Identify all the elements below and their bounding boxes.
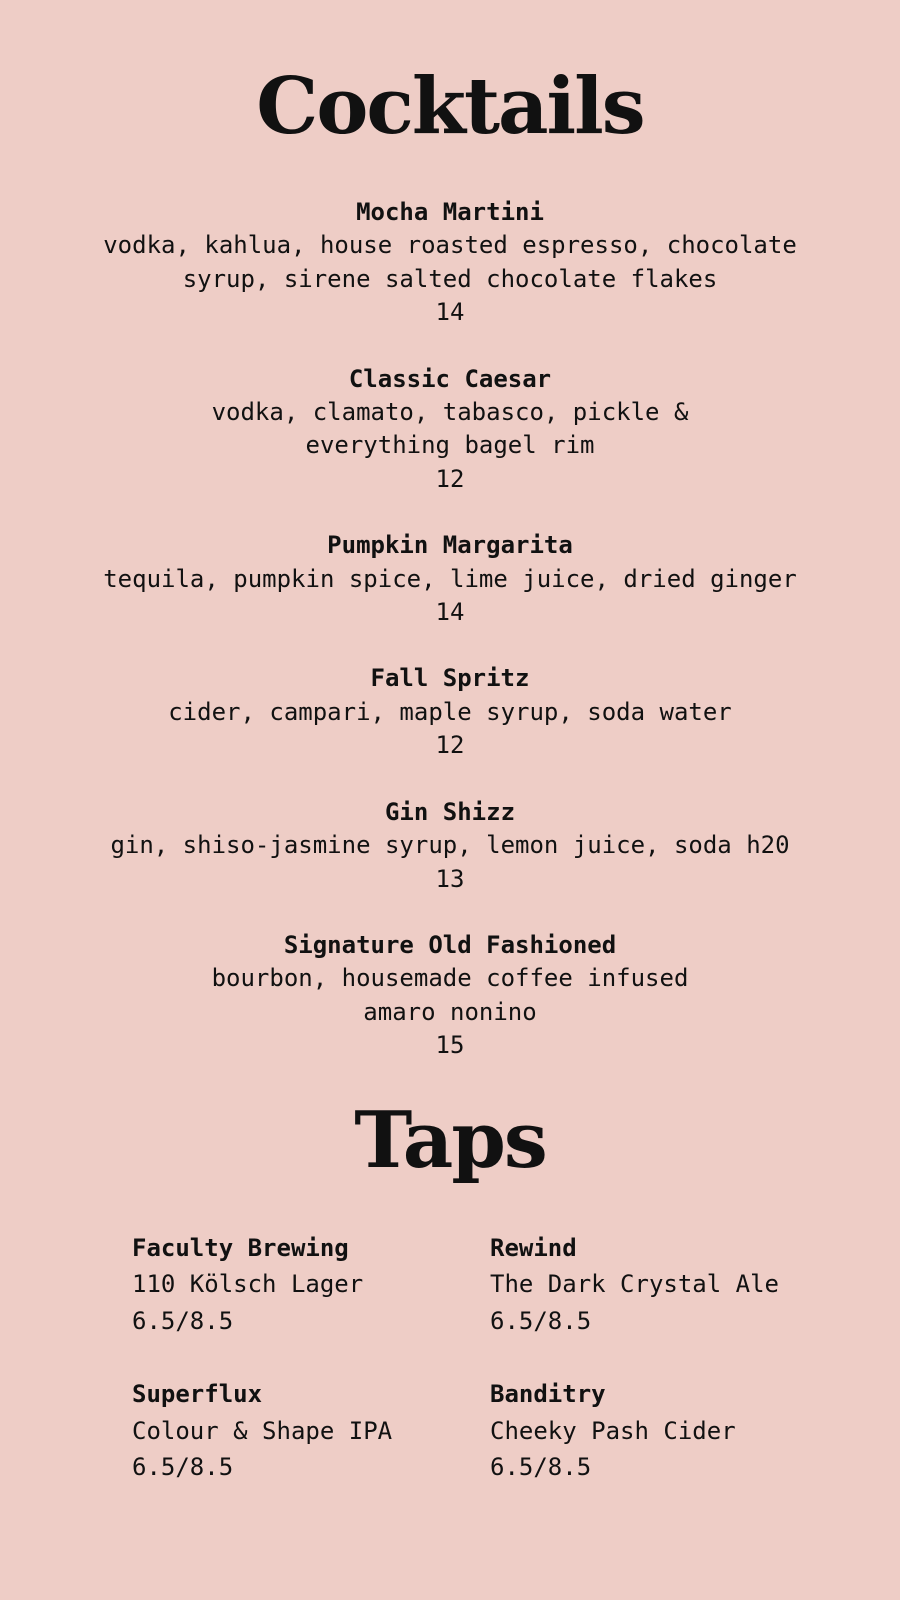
cocktail-item <box>0 929 900 1063</box>
tap-brewery: Faculty Brewing <box>132 1233 349 1262</box>
cocktail-price: 14 <box>435 598 465 627</box>
cocktail-name: Mocha Martini <box>356 198 544 226</box>
cocktail-price: 15 <box>435 1031 465 1060</box>
cocktail-description: tequila, pumpkin spice, lime juice, dried ginger <box>103 564 797 593</box>
cocktail-description: bourbon, housemade coffee infused <box>211 964 689 993</box>
tap-beer: Colour & Shape IPA <box>132 1416 393 1445</box>
cocktail-item <box>0 662 900 762</box>
tap-beer: The Dark Crystal Ale <box>490 1270 779 1299</box>
tap-item <box>132 1376 490 1486</box>
tap-beer: 110 Kölsch Lager <box>132 1270 364 1299</box>
cocktails-heading: Cocktails <box>256 61 644 152</box>
taps-list <box>132 1230 900 1486</box>
tap-item <box>490 1230 848 1340</box>
cocktail-description: vodka, clamato, tabasco, pickle & <box>211 398 689 427</box>
cocktail-name: Pumpkin Margarita <box>327 531 573 560</box>
cocktail-name: Signature Old Fashioned <box>283 930 617 959</box>
cocktail-price: 13 <box>435 864 465 893</box>
tap-brewery: Banditry <box>490 1380 606 1409</box>
cocktail-item <box>0 529 900 629</box>
tap-item <box>132 1230 490 1340</box>
cocktail-price: 12 <box>435 464 465 493</box>
cocktail-list <box>0 196 900 1063</box>
tap-price: 6.5/8.5 <box>490 1453 592 1482</box>
tap-item <box>490 1376 848 1486</box>
cocktail-price: 14 <box>435 298 465 327</box>
cocktail-item <box>0 363 900 497</box>
tap-price: 6.5/8.5 <box>132 1306 234 1335</box>
cocktail-name: Gin Shizz <box>384 797 516 826</box>
tap-price: 6.5/8.5 <box>132 1453 234 1482</box>
tap-beer: Cheeky Pash Cider <box>490 1416 736 1445</box>
tap-brewery: Superflux <box>132 1380 263 1409</box>
cocktail-description: gin, shiso-jasmine syrup, lemon juice, soda h20 <box>110 831 790 860</box>
cocktail-description: amaro nonino <box>363 997 537 1026</box>
cocktail-description: syrup, sirene salted chocolate flakes <box>182 264 718 293</box>
cocktail-name: Classic Caesar <box>348 364 552 393</box>
cocktail-item <box>0 196 900 330</box>
tap-price: 6.5/8.5 <box>490 1306 592 1335</box>
cocktail-description: vodka, kahlua, house roasted espresso, chocolate <box>103 231 797 260</box>
tap-brewery: Rewind <box>490 1233 577 1262</box>
cocktail-price: 12 <box>435 731 465 760</box>
cocktail-description: cider, campari, maple syrup, soda water <box>168 697 732 726</box>
cocktail-item <box>0 796 900 896</box>
cocktail-description: everything bagel rim <box>305 431 595 460</box>
taps-heading: Taps <box>354 1094 546 1186</box>
cocktail-name: Fall Spritz <box>370 664 530 693</box>
